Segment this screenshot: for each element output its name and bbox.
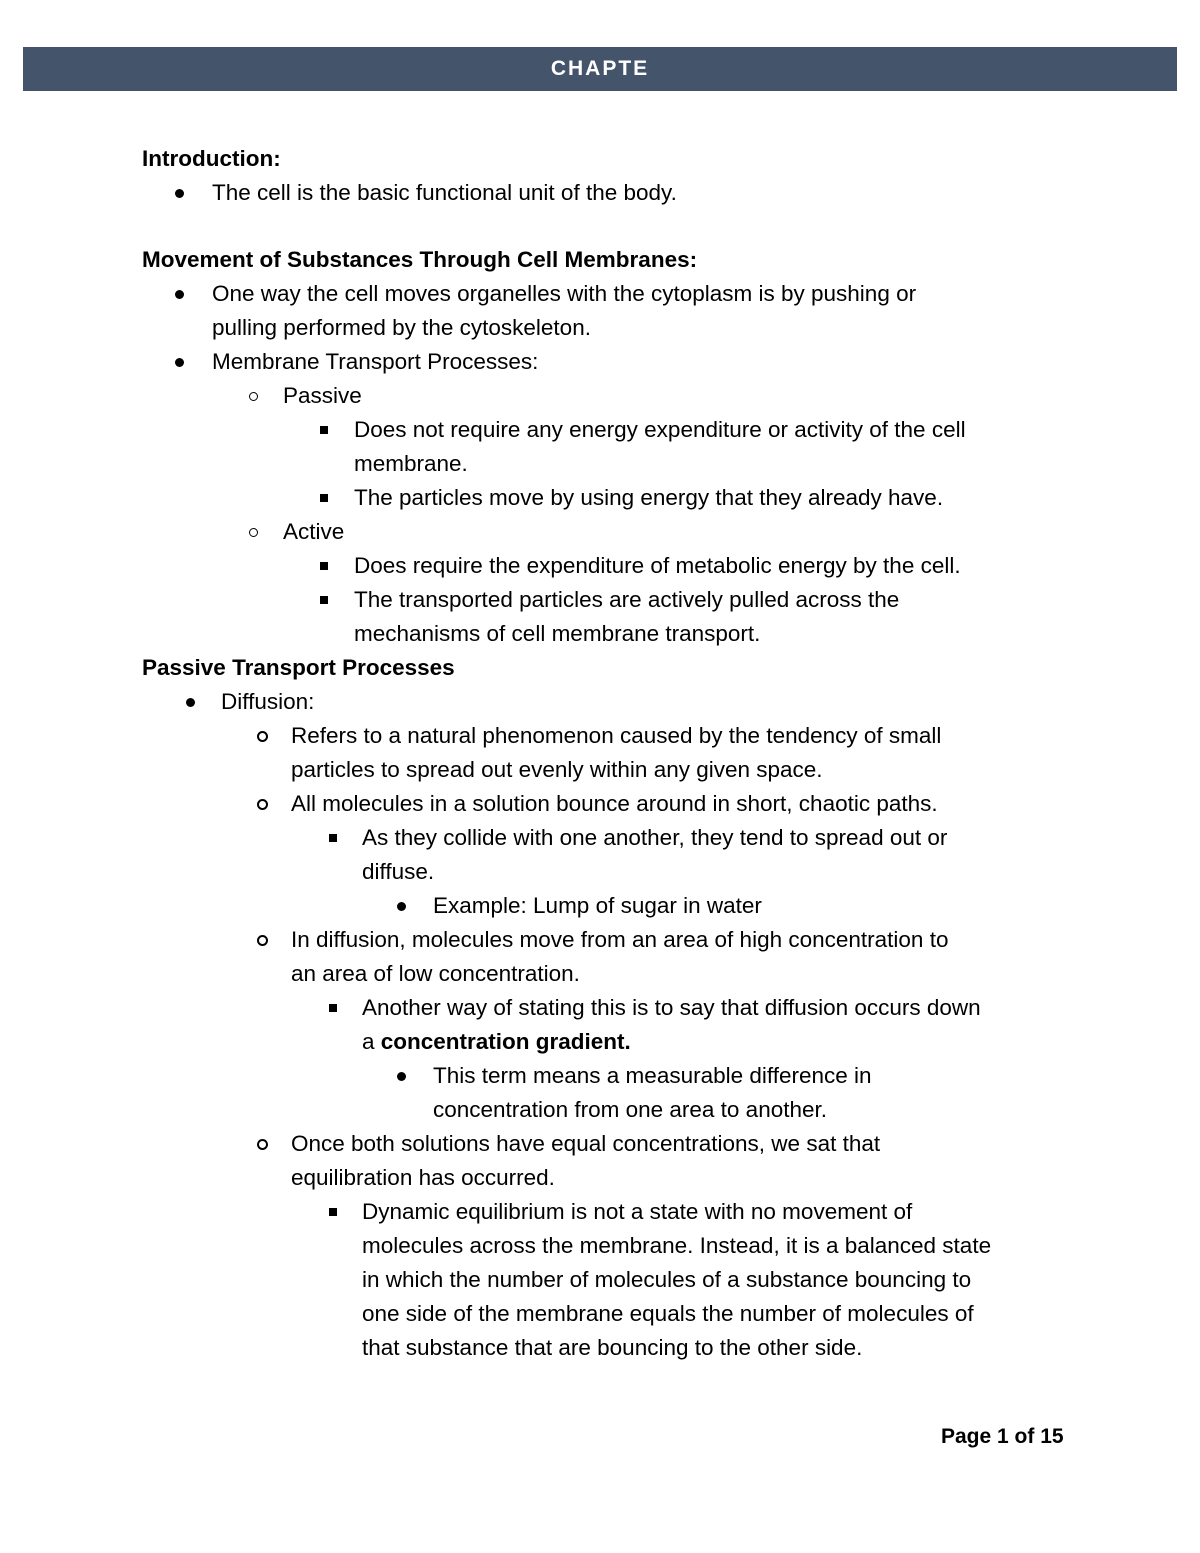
list-item: Does not require any energy expenditure or activity of the cell membrane. [142,413,1072,481]
chapter-header-bar [23,47,1177,91]
document-body [142,142,1072,1365]
square-bullet-icon [329,991,341,1025]
list-item: Active [142,515,1072,549]
bullet-icon [397,1059,409,1093]
list-item: Membrane Transport Processes: [142,345,1072,379]
list-item: Does require the expenditure of metabolic energy by the cell. [142,549,1072,583]
bullet-icon [175,277,187,311]
square-bullet-icon [329,1195,341,1229]
circle-bullet-icon [249,379,261,413]
circle-bullet-icon [257,1127,269,1161]
list-item: Diffusion: [142,685,1072,719]
list-item: Another way of stating this is to say that diffusion occurs down a concentration gradient. [142,991,1072,1059]
list-item: One way the cell moves organelles with the cytoplasm is by pushing or pulling performed by the cytoskeleton. [142,277,1072,345]
intro-heading: Introduction: [142,146,281,171]
movement-heading: Movement of Substances Through Cell Membranes: [142,247,698,272]
list-item: The transported particles are actively pulled across the mechanisms of cell membrane transport. [142,583,1072,651]
circle-bullet-icon [257,787,269,821]
chapter-title: CHAPTE [550,57,650,80]
list-item: Once both solutions have equal concentrations, we sat that equilibration has occurred. [142,1127,1072,1195]
page-number: Page 1 of 15 [941,1425,1064,1448]
list-item: The particles move by using energy that they already have. [142,481,1072,515]
passive-transport-heading: Passive Transport Processes [142,655,455,680]
list-item: Example: Lump of sugar in water [142,889,1072,923]
list-item: Refers to a natural phenomenon caused by the tendency of small particles to spread out evenly within any given space. [142,719,1072,787]
list-item: As they collide with one another, they tend to spread out or diffuse. [142,821,1072,889]
circle-bullet-icon [249,515,261,549]
list-item: The cell is the basic functional unit of the body. [142,176,1072,210]
bullet-icon [175,176,187,210]
list-item: All molecules in a solution bounce around in short, chaotic paths. [142,787,1072,821]
circle-bullet-icon [257,719,269,753]
list-item: Passive [142,379,1072,413]
square-bullet-icon [320,549,332,583]
bullet-icon [186,685,198,719]
list-item: This term means a measurable difference in concentration from one area to another. [142,1059,1072,1127]
square-bullet-icon [320,583,332,617]
list-item: In diffusion, molecules move from an area of high concentration to an area of low concentration. [142,923,1072,991]
bullet-icon [397,889,409,923]
square-bullet-icon [320,481,332,515]
square-bullet-icon [329,821,341,855]
list-item: Dynamic equilibrium is not a state with no movement of molecules across the membrane. Instead, it is a balanced state in which the number of molecules of a substance bouncing to one side of the membrane equals the number of molecules of that substance that are bouncing to the other side. [142,1195,1072,1365]
concentration-gradient-term: concentration gradient. [380,1029,631,1054]
square-bullet-icon [320,413,332,447]
circle-bullet-icon [257,923,269,957]
bullet-icon [175,345,187,379]
